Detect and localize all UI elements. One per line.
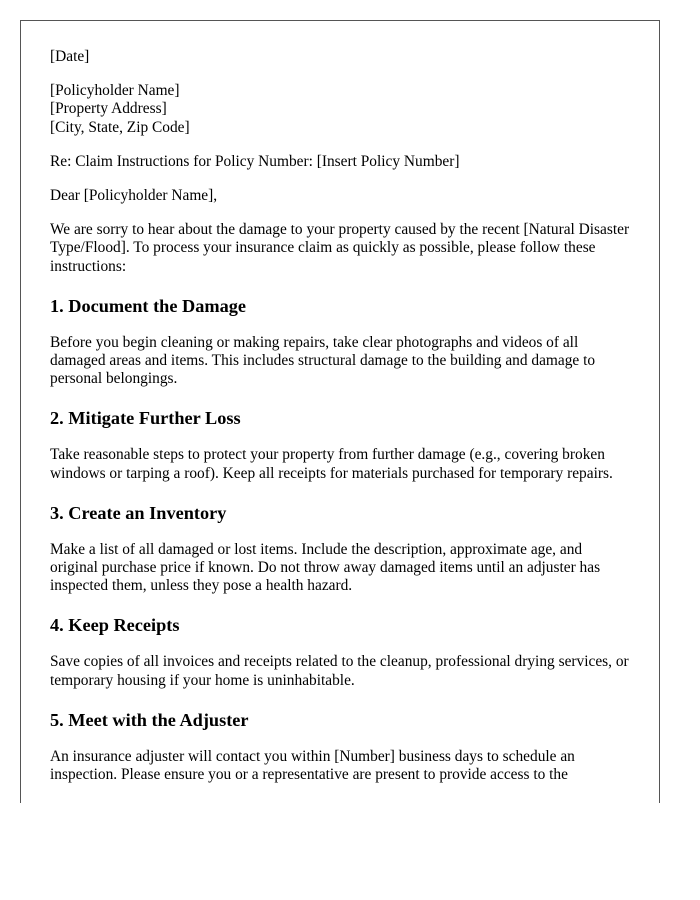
recipient-address (50, 82, 631, 137)
section-create-inventory (50, 502, 631, 596)
letter-page (20, 20, 660, 803)
intro-paragraph: We are sorry to hear about the damage to your property caused by the recent [Natural Disaster Type/Flood]. To process your insurance claim as quickly as possible, please follow these instructions: (50, 221, 630, 275)
letter-date: [Date] (50, 48, 90, 65)
section-body: Before you begin cleaning or making repairs, take clear photographs and videos of all damaged areas and items. This includes structural damage to the building and damage to personal belongings. (50, 333, 596, 388)
section-body: Take reasonable steps to protect your property from further damage (e.g., covering broken windows or tarping a roof). Keep all receipts for materials purchased for temporary repairs. (50, 446, 613, 482)
section-body: An insurance adjuster will contact you within [Number] business days to schedule an inspection. Please ensure you or a representative are present to provide access to the (50, 747, 575, 784)
recipient-name: [Policyholder Name] (50, 82, 180, 100)
section-body: Save copies of all invoices and receipts related to the cleanup, professional drying services, or temporary housing if your home is uninhabitable. (50, 653, 629, 689)
section-keep-receipts (50, 614, 631, 689)
section-heading: 5. Meet with the Adjuster (50, 709, 249, 730)
letter-content (21, 21, 659, 784)
recipient-city: [City, State, Zip Code] (50, 118, 190, 136)
section-mitigate-loss (50, 407, 631, 482)
section-body: Make a list of all damaged or lost items. Include the description, approximate age, and original purchase price if known. Do not throw away damaged items until an adjuster has inspected them, unless they pose a health hazard. (50, 540, 601, 595)
section-heading: 1. Document the Damage (50, 295, 246, 316)
section-document-damage (50, 295, 631, 389)
recipient-street: [Property Address] (50, 100, 167, 118)
section-heading: 2. Mitigate Further Loss (50, 408, 241, 429)
salutation: Dear [Policyholder Name], (50, 187, 218, 205)
section-heading: 4. Keep Receipts (50, 615, 180, 636)
section-meet-adjuster (50, 709, 631, 784)
subject-line: Re: Claim Instructions for Policy Number: [Insert Policy Number] (50, 152, 460, 170)
section-heading: 3. Create an Inventory (50, 502, 227, 523)
